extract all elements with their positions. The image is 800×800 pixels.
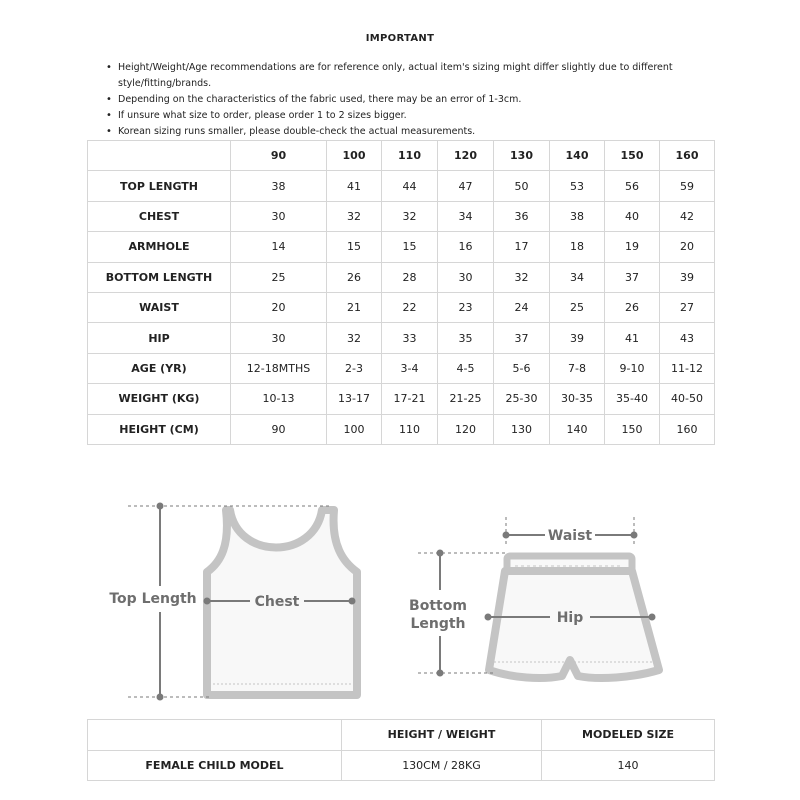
- table-cell: 24: [494, 292, 550, 322]
- table-cell: 34: [550, 262, 605, 292]
- table-cell: 35: [438, 323, 494, 353]
- notice-item: • Korean sizing runs smaller, please double-check the actual measurements.: [106, 124, 706, 140]
- table-cell: 2-3: [327, 353, 382, 383]
- table-cell: 22: [382, 292, 438, 322]
- table-cell: 39: [660, 262, 715, 292]
- size-header-row: [88, 141, 715, 171]
- table-cell: 44: [382, 171, 438, 201]
- notice-item: • Depending on the characteristics of the fabric used, there may be an error of 1-3cm.: [106, 92, 706, 108]
- header-cell: 160: [660, 141, 715, 171]
- table-cell: 120: [438, 414, 494, 444]
- table-cell: 43: [660, 323, 715, 353]
- table-cell: 38: [550, 201, 605, 231]
- table-cell: 32: [327, 323, 382, 353]
- table-cell: 17: [494, 232, 550, 262]
- table-cell: 59: [660, 171, 715, 201]
- table-row: [88, 262, 715, 292]
- table-cell: 39: [550, 323, 605, 353]
- table-cell: 37: [494, 323, 550, 353]
- garment-measurement-diagram: [90, 490, 710, 705]
- table-cell: 15: [327, 232, 382, 262]
- table-cell: 130: [494, 414, 550, 444]
- row-label-cell: HEIGHT (CM): [88, 414, 231, 444]
- row-label-cell: ARMHOLE: [88, 232, 231, 262]
- table-cell: 13-17: [327, 384, 382, 414]
- table-cell: 150: [605, 414, 660, 444]
- header-cell: 130: [494, 141, 550, 171]
- table-cell: 20: [231, 292, 327, 322]
- table-cell: 30: [231, 323, 327, 353]
- table-cell: 35-40: [605, 384, 660, 414]
- table-row: [88, 232, 715, 262]
- table-cell: 26: [327, 262, 382, 292]
- table-row: [88, 171, 715, 201]
- header-cell: [88, 141, 231, 171]
- table-cell: 25-30: [494, 384, 550, 414]
- table-cell: 30: [231, 201, 327, 231]
- size-chart-table: [87, 140, 715, 445]
- table-cell: 140: [550, 414, 605, 444]
- row-label-cell: WEIGHT (KG): [88, 384, 231, 414]
- table-cell: 3-4: [382, 353, 438, 383]
- row-label-cell: TOP LENGTH: [88, 171, 231, 201]
- table-cell: 14: [231, 232, 327, 262]
- table-cell: 17-21: [382, 384, 438, 414]
- table-cell: 23: [438, 292, 494, 322]
- table-cell: 25: [231, 262, 327, 292]
- table-cell: 21: [327, 292, 382, 322]
- table-cell: 33: [382, 323, 438, 353]
- header-cell: 100: [327, 141, 382, 171]
- table-cell: 28: [382, 262, 438, 292]
- table-cell: 41: [605, 323, 660, 353]
- table-cell: 26: [605, 292, 660, 322]
- table-cell: 40-50: [660, 384, 715, 414]
- notice-item: • Height/Weight/Age recommendations are for reference only, actual item's sizing might differ slightly due to different style/fitting/brands.: [106, 60, 706, 92]
- table-cell: 15: [382, 232, 438, 262]
- row-label-cell: BOTTOM LENGTH: [88, 262, 231, 292]
- header-cell: 140: [550, 141, 605, 171]
- table-cell: 20: [660, 232, 715, 262]
- table-cell: 12-18MTHS: [231, 353, 327, 383]
- table-cell: 47: [438, 171, 494, 201]
- table-cell: 32: [494, 262, 550, 292]
- model-row: [88, 750, 715, 781]
- header-cell: 110: [382, 141, 438, 171]
- table-cell: 160: [660, 414, 715, 444]
- bottom-length-label-line2: Length: [410, 616, 466, 632]
- table-cell: 19: [605, 232, 660, 262]
- size-table-body: [88, 171, 715, 445]
- hip-label: Hip: [556, 610, 584, 626]
- table-cell: 100: [327, 414, 382, 444]
- table-cell: 90: [231, 414, 327, 444]
- waist-label: Waist: [547, 528, 593, 544]
- model-size-cell: 140: [542, 750, 715, 781]
- table-cell: 25: [550, 292, 605, 322]
- table-cell: 53: [550, 171, 605, 201]
- model-height-weight-cell: 130CM / 28KG: [342, 750, 542, 781]
- notice-item: • If unsure what size to order, please order 1 to 2 sizes bigger.: [106, 108, 706, 124]
- table-row: [88, 353, 715, 383]
- table-cell: 110: [382, 414, 438, 444]
- table-cell: 36: [494, 201, 550, 231]
- table-cell: 41: [327, 171, 382, 201]
- table-cell: 11-12: [660, 353, 715, 383]
- header-cell: [88, 720, 342, 751]
- table-cell: 4-5: [438, 353, 494, 383]
- table-cell: 34: [438, 201, 494, 231]
- header-cell: 120: [438, 141, 494, 171]
- table-cell: 50: [494, 171, 550, 201]
- table-cell: 40: [605, 201, 660, 231]
- top-length-label: Top Length: [109, 591, 197, 607]
- header-cell: HEIGHT / WEIGHT: [342, 720, 542, 751]
- table-row: [88, 323, 715, 353]
- row-label-cell: HIP: [88, 323, 231, 353]
- table-cell: 18: [550, 232, 605, 262]
- table-cell: 27: [660, 292, 715, 322]
- table-cell: 5-6: [494, 353, 550, 383]
- row-label-cell: AGE (YR): [88, 353, 231, 383]
- header-cell: MODELED SIZE: [542, 720, 715, 751]
- table-cell: 32: [327, 201, 382, 231]
- chest-label: Chest: [254, 594, 300, 610]
- table-cell: 30: [438, 262, 494, 292]
- row-label-cell: WAIST: [88, 292, 231, 322]
- table-row: [88, 292, 715, 322]
- notice-list: [106, 60, 706, 140]
- row-label-cell: CHEST: [88, 201, 231, 231]
- table-cell: 16: [438, 232, 494, 262]
- header-cell: 90: [231, 141, 327, 171]
- notice-title: IMPORTANT: [365, 33, 435, 44]
- table-cell: 9-10: [605, 353, 660, 383]
- table-cell: 56: [605, 171, 660, 201]
- table-row: [88, 414, 715, 444]
- table-cell: 37: [605, 262, 660, 292]
- model-info-table: [87, 719, 715, 781]
- table-cell: 42: [660, 201, 715, 231]
- table-cell: 32: [382, 201, 438, 231]
- header-cell: 150: [605, 141, 660, 171]
- table-cell: 10-13: [231, 384, 327, 414]
- table-cell: 7-8: [550, 353, 605, 383]
- table-cell: 38: [231, 171, 327, 201]
- bottom-length-label-line1: Bottom: [409, 598, 467, 614]
- table-cell: 21-25: [438, 384, 494, 414]
- model-label-cell: FEMALE CHILD MODEL: [88, 750, 342, 781]
- table-row: [88, 384, 715, 414]
- model-header-row: [88, 720, 715, 751]
- table-row: [88, 201, 715, 231]
- table-cell: 30-35: [550, 384, 605, 414]
